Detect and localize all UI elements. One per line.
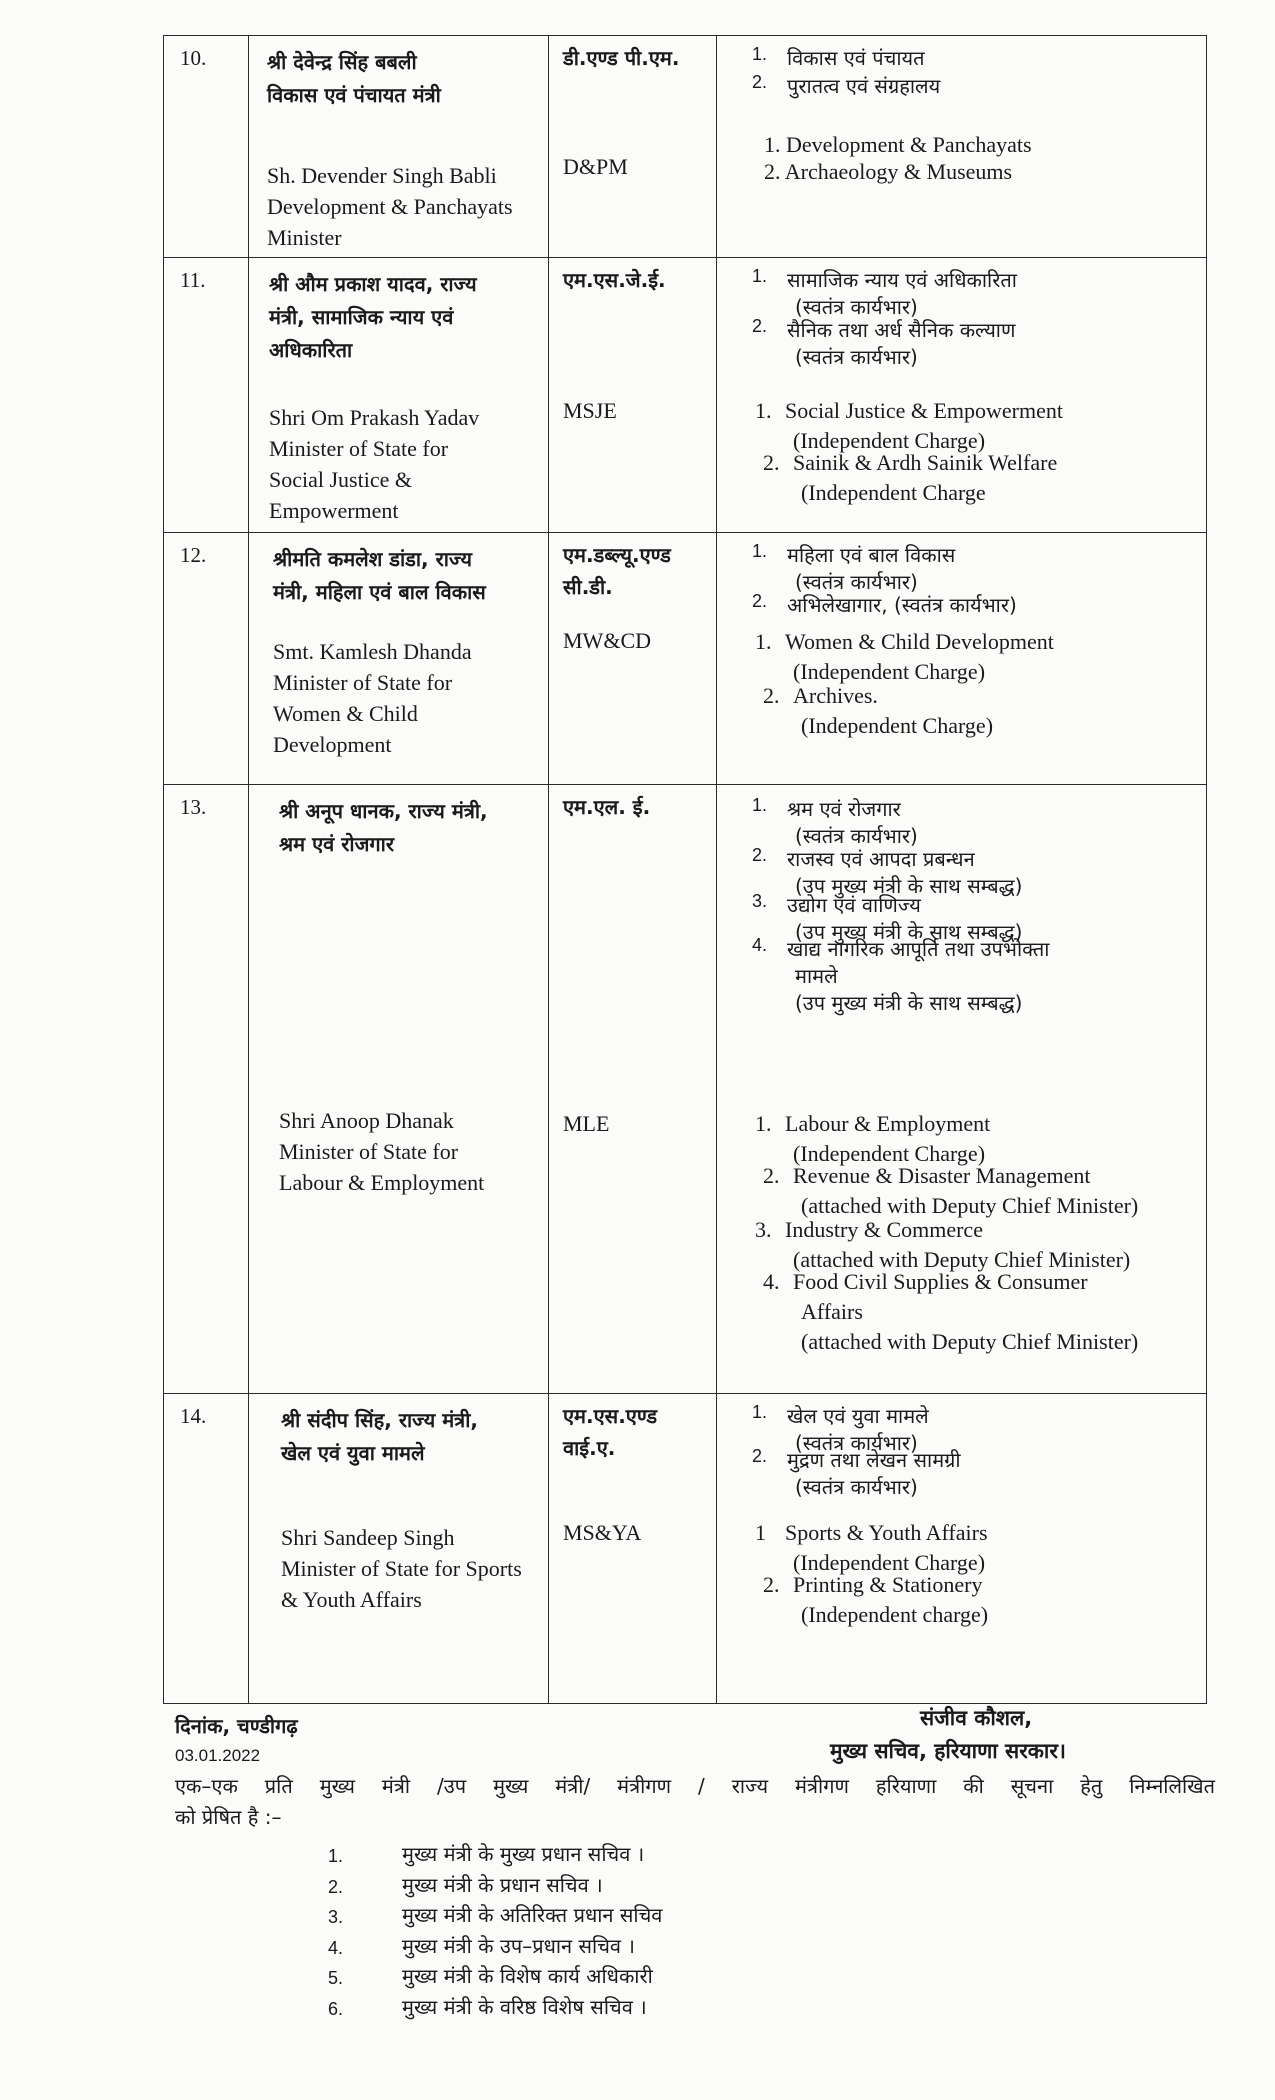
- minister-name-english: [267, 160, 538, 253]
- portfolio-number: 1: [755, 1520, 766, 1545]
- distribution-number: 5.: [328, 1968, 344, 1988]
- portfolio-hindi-text: उद्योग एवं वाणिज्य: [787, 893, 921, 917]
- serial-cell: [164, 1394, 249, 1704]
- portfolio-english-text: (attached with Deputy Chief Minister): [793, 1247, 1131, 1272]
- portfolio-number: 1.: [752, 44, 768, 64]
- portfolio-hindi-text: (स्वतंत्र कार्यभार): [795, 1475, 918, 1499]
- distribution-text: मुख्य मंत्री के अतिरिक्त प्रधान सचिव: [402, 1903, 663, 1927]
- portfolio-hindi-text: सैनिक तथा अर्ध सैनिक कल्याण: [787, 318, 1016, 342]
- dept-code-english: D&PM: [563, 154, 628, 179]
- dept-code-hindi: [549, 36, 716, 74]
- distribution-text: मुख्य मंत्री के उप–प्रधान सचिव ।: [402, 1933, 635, 1958]
- name-wrap: [249, 1394, 548, 1703]
- portfolio-english-text: 1. Development & Panchayats: [764, 132, 1032, 157]
- serial-cell: [164, 533, 249, 785]
- name-hindi-line: मंत्री, महिला एवं बाल विकास: [273, 580, 486, 604]
- code-hindi-line: एम.डब्ल्यू.एण्ड: [563, 543, 671, 567]
- copy-to-text-continued: को प्रेषित है :–: [175, 1805, 282, 1829]
- name-hindi-line: खेल एवं युवा मामले: [281, 1441, 425, 1465]
- portfolio-english-text: (Independent Charge): [793, 1141, 986, 1166]
- portfolio-cell: [717, 1394, 1207, 1704]
- portfolio-number: 1.: [755, 1111, 772, 1136]
- portfolio-number: 2.: [752, 316, 768, 336]
- portfolio-hindi-text: मुद्रण तथा लेखन सामग्री: [787, 1448, 961, 1472]
- portfolio-number: 2.: [763, 1572, 780, 1597]
- portfolio-number: 2.: [752, 72, 768, 92]
- minister-name-hindi: [279, 795, 538, 861]
- order-date: 03.01.2022: [175, 1746, 261, 1765]
- portfolio-english-text: (attached with Deputy Chief Minister): [801, 1193, 1139, 1218]
- name-english-line: Minister of State for Sports: [281, 1556, 522, 1581]
- distribution-number: 2.: [328, 1876, 344, 1897]
- minister-name-english: [273, 636, 538, 760]
- name-hindi-line: श्री संदीप सिंह, राज्य मंत्री,: [281, 1408, 478, 1432]
- portfolio-number: 4.: [752, 935, 768, 955]
- distribution-text: मुख्य मंत्री के प्रधान सचिव ।: [402, 1872, 603, 1897]
- serial-cell: [164, 785, 249, 1394]
- name-english-line: & Youth Affairs: [281, 1587, 422, 1612]
- portfolio-wrap: [717, 36, 1206, 257]
- dept-code-hindi: [549, 258, 716, 296]
- name-english-line: Minister of State for: [273, 670, 453, 695]
- portfolio-english-text: (Independent Charge): [793, 659, 986, 684]
- portfolio-hindi-text: (स्वतंत्र कार्यभार): [795, 824, 918, 848]
- portfolio-number: 2.: [763, 683, 780, 708]
- portfolio-number: 1.: [752, 541, 768, 561]
- minister-name-cell: [249, 258, 549, 533]
- minister-name-hindi: [281, 1404, 538, 1470]
- name-english-line: Social Justice &: [269, 467, 412, 492]
- serial-number: 14.: [180, 1404, 207, 1428]
- portfolio-hindi-text: श्रम एवं रोजगार: [787, 797, 901, 821]
- minister-name-hindi: [267, 46, 538, 112]
- name-english-line: Empowerment: [269, 498, 399, 523]
- minister-row: [164, 785, 1207, 1394]
- minister-row: [164, 36, 1207, 258]
- name-hindi-line: श्री औम प्रकाश यादव, राज्य: [269, 272, 477, 296]
- code-wrap: [549, 533, 716, 784]
- portfolio-cell: [717, 533, 1207, 785]
- name-wrap: [249, 533, 548, 784]
- portfolio-english-text: (Independent Charge): [793, 428, 986, 453]
- minister-name-cell: [249, 1394, 549, 1704]
- serial-number: 10.: [180, 46, 207, 70]
- serial-number: 12.: [180, 543, 207, 567]
- portfolio-number: 2.: [752, 1446, 768, 1466]
- name-english-line: Minister of State for: [279, 1139, 459, 1164]
- code-hindi-line: एम.एस.जे.ई.: [563, 268, 666, 292]
- portfolio-hindi-text: (स्वतंत्र कार्यभार): [795, 570, 918, 594]
- portfolio-hindi-text: विकास एवं पंचायत: [787, 46, 925, 70]
- dept-code-cell: [549, 36, 717, 258]
- dept-code-cell: [549, 785, 717, 1394]
- serial-number: 13.: [180, 795, 207, 819]
- name-english-line: Minister: [267, 225, 342, 250]
- ministers-table: [163, 35, 1207, 1704]
- portfolio-number: 2.: [752, 591, 768, 611]
- portfolio-hindi-text: महिला एवं बाल विकास: [787, 543, 956, 567]
- copy-to-text: एक–एक प्रति मुख्य मंत्री /उप मुख्य मंत्री/ मंत्रीगण / राज्य मंत्रीगण हरियाणा की सूचना हेतु निम्नलिखित: [175, 1774, 1215, 1798]
- serial-cell: [164, 258, 249, 533]
- portfolio-hindi-text: (उप मुख्य मंत्री के साथ सम्बद्ध): [795, 874, 1023, 898]
- portfolio-hindi-text: (स्वतंत्र कार्यभार): [795, 1431, 918, 1455]
- name-english-line: Labour & Employment: [279, 1170, 485, 1195]
- dept-code-english: MS&YA: [563, 1520, 642, 1545]
- name-english-line: Development & Panchayats: [267, 194, 513, 219]
- portfolio-english-text: Women & Child Development: [785, 629, 1054, 654]
- name-english-line: Shri Sandeep Singh: [281, 1525, 455, 1550]
- portfolio-english-text: (attached with Deputy Chief Minister): [801, 1329, 1139, 1354]
- minister-row: [164, 533, 1207, 785]
- name-hindi-line: श्री देवेन्द्र सिंह बबली: [267, 50, 417, 74]
- dept-code-cell: [549, 533, 717, 785]
- portfolio-number: 2.: [763, 450, 780, 475]
- portfolio-number: 1.: [752, 795, 768, 815]
- serial-cell: [164, 36, 249, 258]
- portfolio-english-text: Sainik & Ardh Sainik Welfare: [793, 450, 1058, 475]
- portfolio-english-text: Archives.: [793, 683, 878, 708]
- portfolio-wrap: [717, 1394, 1206, 1703]
- portfolio-english-text: Food Civil Supplies & Consumer: [793, 1269, 1088, 1294]
- portfolio-hindi-text: राजस्व एवं आपदा प्रबन्धन: [787, 847, 975, 871]
- portfolio-cell: [717, 785, 1207, 1394]
- distribution-number: 6.: [328, 1998, 344, 2019]
- name-english-line: Smt. Kamlesh Dhanda: [273, 639, 472, 664]
- dept-code-hindi: [549, 533, 716, 603]
- code-hindi-line: डी.एण्ड पी.एम.: [563, 46, 680, 70]
- code-hindi-line: एम.एल. ई.: [563, 795, 651, 819]
- code-wrap: [549, 36, 716, 257]
- portfolio-english-text: (Independent charge): [801, 1602, 989, 1627]
- distribution-number: 1.: [328, 1846, 344, 1866]
- minister-name-hindi: [269, 268, 538, 367]
- dept-code-english: MLE: [563, 1111, 610, 1136]
- portfolio-wrap: [717, 785, 1206, 1393]
- portfolio-english-text: Industry & Commerce: [785, 1217, 983, 1242]
- name-wrap: [249, 258, 548, 532]
- portfolio-hindi-text: (स्वतंत्र कार्यभार): [795, 345, 918, 369]
- minister-name-cell: [249, 36, 549, 258]
- serial-number: 11.: [180, 268, 206, 292]
- minister-name-hindi: [273, 543, 538, 609]
- portfolio-hindi-text: अभिलेखागार, (स्वतंत्र कार्यभार): [787, 593, 1017, 617]
- portfolio-english-text: (Independent Charge): [801, 713, 994, 738]
- name-english-line: Minister of State for: [269, 436, 449, 461]
- name-wrap: [249, 785, 548, 1393]
- name-english-line: Development: [273, 732, 392, 757]
- portfolio-english-text: Revenue & Disaster Management: [793, 1163, 1091, 1188]
- portfolio-english-text: 2. Archaeology & Museums: [764, 159, 1013, 184]
- minister-name-english: [281, 1522, 538, 1615]
- portfolio-english-text: Printing & Stationery: [793, 1572, 983, 1597]
- portfolio-english-text: Affairs: [801, 1299, 863, 1324]
- portfolio-cell: [717, 36, 1207, 258]
- code-hindi-line: वाई.ए.: [563, 1436, 616, 1460]
- portfolio-wrap: [717, 258, 1206, 532]
- distribution-text: मुख्य मंत्री के विशेष कार्य अधिकारी: [402, 1964, 653, 1988]
- name-english-line: Shri Om Prakash Yadav: [269, 405, 480, 430]
- portfolio-hindi-text: सामाजिक न्याय एवं अधिकारिता: [787, 268, 1017, 292]
- minister-name-english: [279, 1105, 538, 1198]
- minister-name-english: [269, 402, 538, 526]
- portfolio-hindi-text: खेल एवं युवा मामले: [787, 1404, 929, 1428]
- dept-code-hindi: [549, 785, 716, 823]
- minister-name-cell: [249, 785, 549, 1394]
- name-hindi-line: श्रम एवं रोजगार: [279, 832, 395, 856]
- dept-code-english: MSJE: [563, 398, 617, 423]
- portfolio-english-text: (Independent Charge): [793, 1550, 986, 1575]
- distribution-number: 3.: [328, 1907, 344, 1927]
- portfolio-english-text: Sports & Youth Affairs: [785, 1520, 988, 1545]
- distribution-number: 4.: [328, 1937, 344, 1958]
- portfolio-number: 2.: [752, 845, 768, 865]
- portfolio-wrap: [717, 533, 1206, 784]
- minister-name-cell: [249, 533, 549, 785]
- name-hindi-line: श्रीमति कमलेश डांडा, राज्य: [273, 547, 473, 571]
- name-english-line: Shri Anoop Dhanak: [279, 1108, 454, 1133]
- portfolio-english-text: (Independent Charge: [801, 480, 986, 505]
- portfolio-number: 1.: [752, 266, 768, 286]
- name-english-line: Sh. Devender Singh Babli: [267, 163, 497, 188]
- portfolio-number: 3.: [752, 891, 768, 911]
- portfolio-english-text: Labour & Employment: [785, 1111, 991, 1136]
- portfolio-number: 1.: [755, 629, 772, 654]
- code-wrap: [549, 258, 716, 532]
- portfolio-cell: [717, 258, 1207, 533]
- signatory-title: मुख्य सचिव, हरियाणा सरकार।: [830, 1739, 1066, 1763]
- distribution-text: मुख्य मंत्री के मुख्य प्रधान सचिव ।: [402, 1842, 645, 1866]
- portfolio-number: 4.: [763, 1269, 780, 1294]
- name-hindi-line: श्री अनूप धानक, राज्य मंत्री,: [279, 799, 488, 823]
- portfolio-hindi-text: पुरातत्व एवं संग्रहालय: [787, 74, 941, 98]
- code-hindi-line: एम.एस.एण्ड: [563, 1404, 658, 1428]
- portfolio-number: 1.: [752, 1402, 768, 1422]
- portfolio-number: 1.: [755, 398, 772, 423]
- name-wrap: [249, 36, 548, 257]
- portfolio-number: 2.: [763, 1163, 780, 1188]
- code-wrap: [549, 785, 716, 1393]
- portfolio-hindi-text: (स्वतंत्र कार्यभार): [795, 295, 918, 319]
- code-hindi-line: सी.डी.: [563, 575, 613, 599]
- minister-row: [164, 258, 1207, 533]
- signatory-name: संजीव कौशल,: [920, 1706, 1033, 1730]
- distribution-text: मुख्य मंत्री के वरिष्ठ विशेष सचिव ।: [402, 1994, 647, 2019]
- dept-code-cell: [549, 258, 717, 533]
- dept-code-cell: [549, 1394, 717, 1704]
- name-hindi-line: विकास एवं पंचायत मंत्री: [267, 83, 441, 107]
- dept-code-hindi: [549, 1394, 716, 1464]
- portfolio-hindi-text: खाद्य नागरिक आपूर्ति तथा उपभोक्ता: [787, 937, 1050, 961]
- portfolio-hindi-text: (उप मुख्य मंत्री के साथ सम्बद्ध): [795, 920, 1023, 944]
- name-english-line: Women & Child: [273, 701, 418, 726]
- minister-row: [164, 1394, 1207, 1704]
- dept-code-english: MW&CD: [563, 628, 651, 653]
- portfolio-hindi-text: (उप मुख्य मंत्री के साथ सम्बद्ध): [795, 991, 1023, 1015]
- portfolio-english-text: Social Justice & Empowerment: [785, 398, 1063, 423]
- name-hindi-line: अधिकारिता: [269, 338, 353, 362]
- name-hindi-line: मंत्री, सामाजिक न्याय एवं: [269, 305, 454, 329]
- portfolio-hindi-text: मामले: [795, 964, 838, 988]
- code-wrap: [549, 1394, 716, 1703]
- portfolio-number: 3.: [755, 1217, 772, 1242]
- place-label: दिनांक, चण्डीगढ़: [175, 1714, 298, 1738]
